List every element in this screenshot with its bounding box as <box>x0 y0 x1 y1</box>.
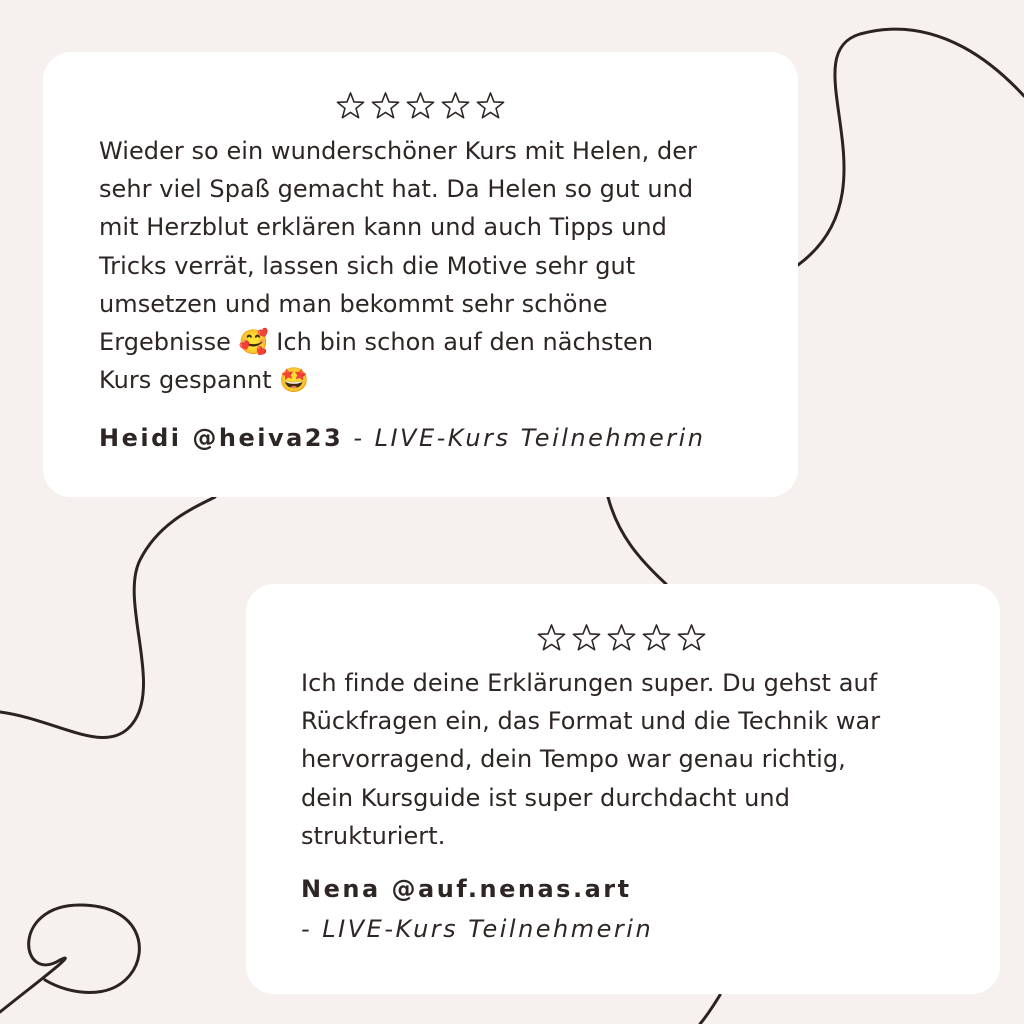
star-icon <box>535 622 568 655</box>
review-text: Wieder so ein wunderschöner Kurs mit Helen, der sehr viel Spaß gemacht hat. Da Helen so gut und mit Herzblut erklären kann und auch Tipps und Tricks verrät, lassen sich die Motive sehr gut umsetzen und man bekommt sehr schöne Ergebnisse 🥰 Ich bin schon auf den nächsten Kurs gespannt 🤩 <box>99 137 697 395</box>
star-icon <box>570 622 603 655</box>
star-icon <box>675 622 708 655</box>
review-text: Ich finde deine Erklärungen super. Du gehst auf Rückfragen ein, das Format und die Technik war hervorragend, dein Tempo war genau richtig, dein Kursguide ist super durchdacht und strukturiert. <box>301 669 881 850</box>
rating-stars <box>83 88 758 124</box>
star-icon <box>640 622 673 655</box>
star-icon <box>474 90 507 123</box>
reviewer-role: - LIVE-Kurs Teilnehmerin <box>343 424 706 453</box>
reviewer-role: - LIVE-Kurs Teilnehmerin <box>301 915 654 944</box>
star-icon <box>404 90 437 123</box>
star-icon <box>369 90 402 123</box>
star-icon <box>334 90 367 123</box>
review-card-2 <box>246 584 1000 994</box>
rating-stars <box>283 620 960 656</box>
review-attribution <box>301 869 960 949</box>
review-card-1 <box>43 52 798 497</box>
review-attribution <box>99 419 758 457</box>
star-icon <box>439 90 472 123</box>
star-icon <box>605 622 638 655</box>
reviewer-name: Heidi @heiva23 <box>99 424 344 453</box>
reviewer-name: Nena @auf.nenas.art <box>301 875 632 904</box>
